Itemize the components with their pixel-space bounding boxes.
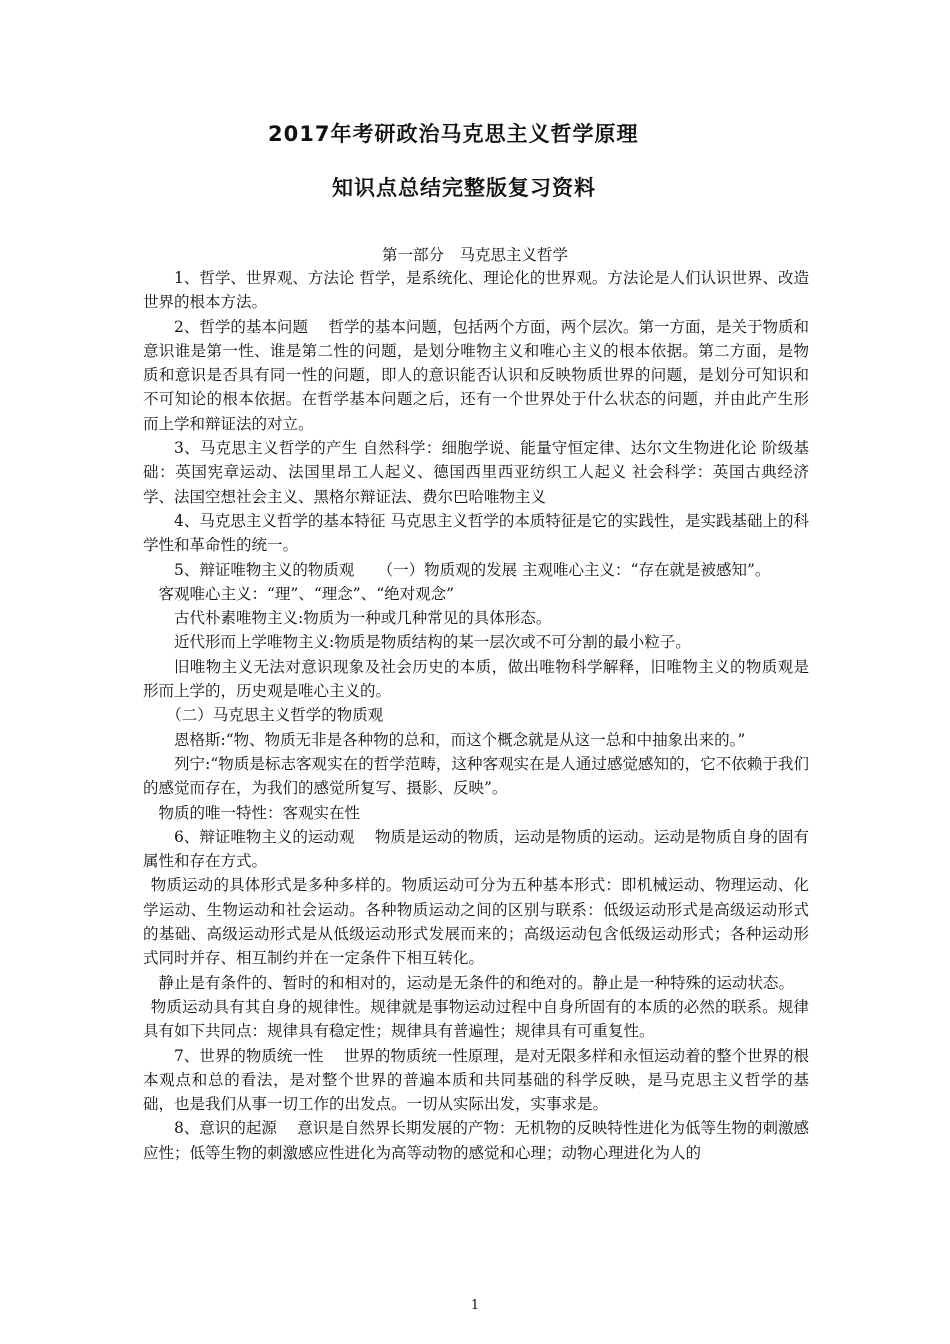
paragraph-1: 1、哲学、世界观、方法论 哲学，是系统化、理论化的世界观。方法论是人们认识世界、改造世界的根本方法。	[143, 269, 809, 312]
paragraph-13: 物质的唯一特性：客观实在性	[158, 803, 361, 822]
paragraph-2: 2、哲学的基本问题 哲学的基本问题，包括两个方面，两个层次。第一方面，是关于物质和意识谁是第一性、谁是第二性的问题，是划分唯物主义和唯心主义的根本依据。第二方面，是物质和意识是否具有同一性的问题，即人的意识能否认识和反映物质世界的问题，是划分可知识和不可知论的根本依据。在哲学基本问题之后，还有一个世界处于什么状态的问题，并由此产生形而上学和辩证法的对立。	[143, 317, 809, 433]
section-heading: 第一部分 马克思主义哲学	[381, 246, 568, 264]
paragraph-19: 8、意识的起源 意识是自然界长期发展的产物：无机物的反映特性进化为低等生物的刺激感应性；低等生物的刺激感应性进化为高等动物的感觉和心理；动物心理进化为人的	[143, 1119, 809, 1162]
paragraph-10: （二）马克思主义哲学的物质观	[166, 706, 384, 725]
document-title-line-1: 2017年考研政治马克思主义哲学原理	[268, 122, 639, 146]
paragraph-12: 列宁:“物质是标志客观实在的哲学范畴，这种客观实在是人通过感觉感知的，它不依赖于我们的感觉而存在，为我们的感觉所复写、摄影、反映”。	[143, 754, 809, 798]
paragraph-7: 古代朴素唯物主义:物质为一种或几种常见的具体形态。	[174, 609, 552, 628]
paragraph-3: 3、马克思主义哲学的产生 自然科学：细胞学说、能量守恒定律、达尔文生物进化论 阶级基础：英国宪章运动、法国里昂工人起义、德国西里西亚纺织工人起义 社会科学：英国古典经济学、法国空想社会主义、黑格尔辩证法、费尔巴哈唯物主义	[143, 439, 809, 506]
document-body	[143, 266, 809, 1165]
paragraph-11: 恩格斯:“物、物质无非是各种物的总和，而这个概念就是从这一总和中抽象出来的。”	[174, 730, 746, 749]
paragraph-18: 7、世界的物质统一性 世界的物质统一性原理，是对无限多样和永恒运动着的整个世界的根本观点和总的看法，是对整个世界的普遍本质和共同基础的科学反映，是马克思主义哲学的基础，也是我们从事一切工作的出发点。一切从实际出发，实事求是。	[143, 1046, 809, 1114]
paragraph-17: 物质运动具有其自身的规律性。规律就是事物运动过程中自身所固有的本质的必然的联系。规律具有如下共同点：规律具有稳定性；规律具有普遍性；规律具有可重复性。	[143, 997, 809, 1041]
paragraph-15: 物质运动的具体形式是多种多样的。物质运动可分为五种基本形式：即机械运动、物理运动、化学运动、生物运动和社会运动。各种物质运动之间的区别与联系：低级运动形式是高级运动形式的基础、高级运动形式是从低级运动形式发展而来的；高级运动包含低级运动形式；各种运动形式同时并存、相互制约并在一定条件下相互转化。	[143, 876, 809, 968]
paragraph-14: 6、辩证唯物主义的运动观 物质是运动的物质，运动是物质的运动。运动是物质自身的固有属性和存在方式。	[143, 827, 809, 871]
paragraph-6: 客观唯心主义：“理”、“理念”、“绝对观念”	[158, 584, 455, 603]
document-title-line-2: 知识点总结完整版复习资料	[332, 176, 596, 200]
paragraph-9: 旧唯物主义无法对意识现象及社会历史的本质，做出唯物科学解释，旧唯物主义的物质观是形而上学的，历史观是唯心主义的。	[143, 657, 809, 701]
paragraph-4: 4、马克思主义哲学的基本特征 马克思主义哲学的本质特征是它的实践性，是实践基础上的科学性和革命性的统一。	[143, 511, 809, 555]
paragraph-8: 近代形而上学唯物主义:物质是物质结构的某一层次或不可分割的最小粒子。	[174, 633, 691, 652]
paragraph-16: 静止是有条件的、暂时的和相对的，运动是无条件的和绝对的。静止是一种特殊的运动状态。	[158, 973, 795, 992]
paragraph-5: 5、辩证唯物主义的物质观 （一）物质观的发展 主观唯心主义：“存在就是被感知”。	[174, 560, 771, 579]
page-number: 1	[470, 1298, 480, 1313]
